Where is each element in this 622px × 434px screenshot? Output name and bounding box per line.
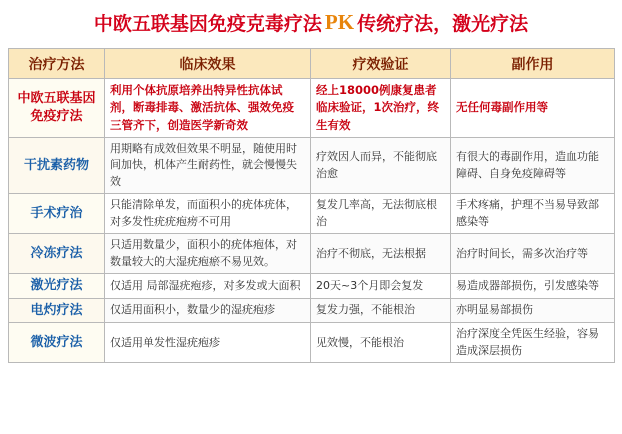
table-row: [9, 137, 615, 194]
table-body: [9, 79, 615, 363]
table-header: [9, 49, 615, 79]
cell-method: 电灼疗法: [9, 298, 105, 323]
cell-method: 激光疗法: [9, 274, 105, 299]
column-header-effect: 临床效果: [105, 49, 311, 79]
cell-side-effects: 亦明显易部损伤: [451, 298, 615, 323]
cell-method: 冷冻疗法: [9, 234, 105, 274]
page-title: [0, 0, 622, 44]
column-header-method: 治疗方法: [9, 49, 105, 79]
cell-verification: 复发几率高，无法彻底根治: [311, 194, 451, 234]
table-header-row: [9, 49, 615, 79]
cell-method: 微波疗法: [9, 323, 105, 363]
comparison-table: [8, 48, 615, 363]
cell-effect: 只能清除单发，而面积小的疣体疣体，对多发性疣疣疱痨不可用: [105, 194, 311, 234]
cell-side-effects: 治疗深度全凭医生经验，容易造成深层损伤: [451, 323, 615, 363]
cell-verification: 治疗不彻底，无法根据: [311, 234, 451, 274]
cell-side-effects: 易造成器部损伤，引发感染等: [451, 274, 615, 299]
cell-effect: 只适用数量少，面积小的疣体疱体，对数量较大的大湿疣疱瘀不易见效。: [105, 234, 311, 274]
column-header-verification: 疗效验证: [311, 49, 451, 79]
page-title-main: 中欧五联基因免疫克毒疗法: [93, 12, 322, 35]
cell-effect: 利用个体抗原培养出特异性抗体试剂，断毒排毒、激活抗体、强效免疫三管齐下，创造医学新奇效: [105, 79, 311, 138]
table-row: [9, 194, 615, 234]
page-title-pk: PK: [324, 9, 355, 34]
cell-effect: 用期略有成效但效果不明显，随使用时间加快，机体产生耐药性，就会慢慢失效: [105, 137, 311, 194]
cell-method: 中欧五联基因免疫疗法: [9, 79, 105, 138]
cell-verification: 复发力强，不能根治: [311, 298, 451, 323]
cell-side-effects: 手术疼痛，护理不当易导致部感染等: [451, 194, 615, 234]
cell-verification: 20天~3个月即会复发: [311, 274, 451, 299]
table-row: [9, 323, 615, 363]
cell-side-effects: 治疗时间长，需多次治疗等: [451, 234, 615, 274]
page-title-tail: 传统疗法，激光疗法: [357, 12, 529, 35]
cell-effect: 仅适用单发性湿疣疱疹: [105, 323, 311, 363]
cell-method: 手术疗治: [9, 194, 105, 234]
cell-effect: 仅适用 局部湿疣疱疹，对多发或大面积: [105, 274, 311, 299]
table-row: [9, 79, 615, 138]
table-row: [9, 274, 615, 299]
table-row: [9, 298, 615, 323]
cell-method: 干扰素药物: [9, 137, 105, 194]
cell-side-effects: 无任何毒副作用等: [451, 79, 615, 138]
cell-verification: 经上18000例康复患者临床验证，1次治疗，终生有效: [311, 79, 451, 138]
table-row: [9, 234, 615, 274]
cell-verification: 疗效因人而异，不能彻底治愈: [311, 137, 451, 194]
cell-verification: 见效慢，不能根治: [311, 323, 451, 363]
comparison-table-wrapper: [8, 48, 614, 363]
column-header-side-effects: 副作用: [451, 49, 615, 79]
cell-side-effects: 有很大的毒副作用，造血功能障碍、自身免疫障碍等: [451, 137, 615, 194]
cell-effect: 仅适用面积小，数量少的湿疣疱疹: [105, 298, 311, 323]
